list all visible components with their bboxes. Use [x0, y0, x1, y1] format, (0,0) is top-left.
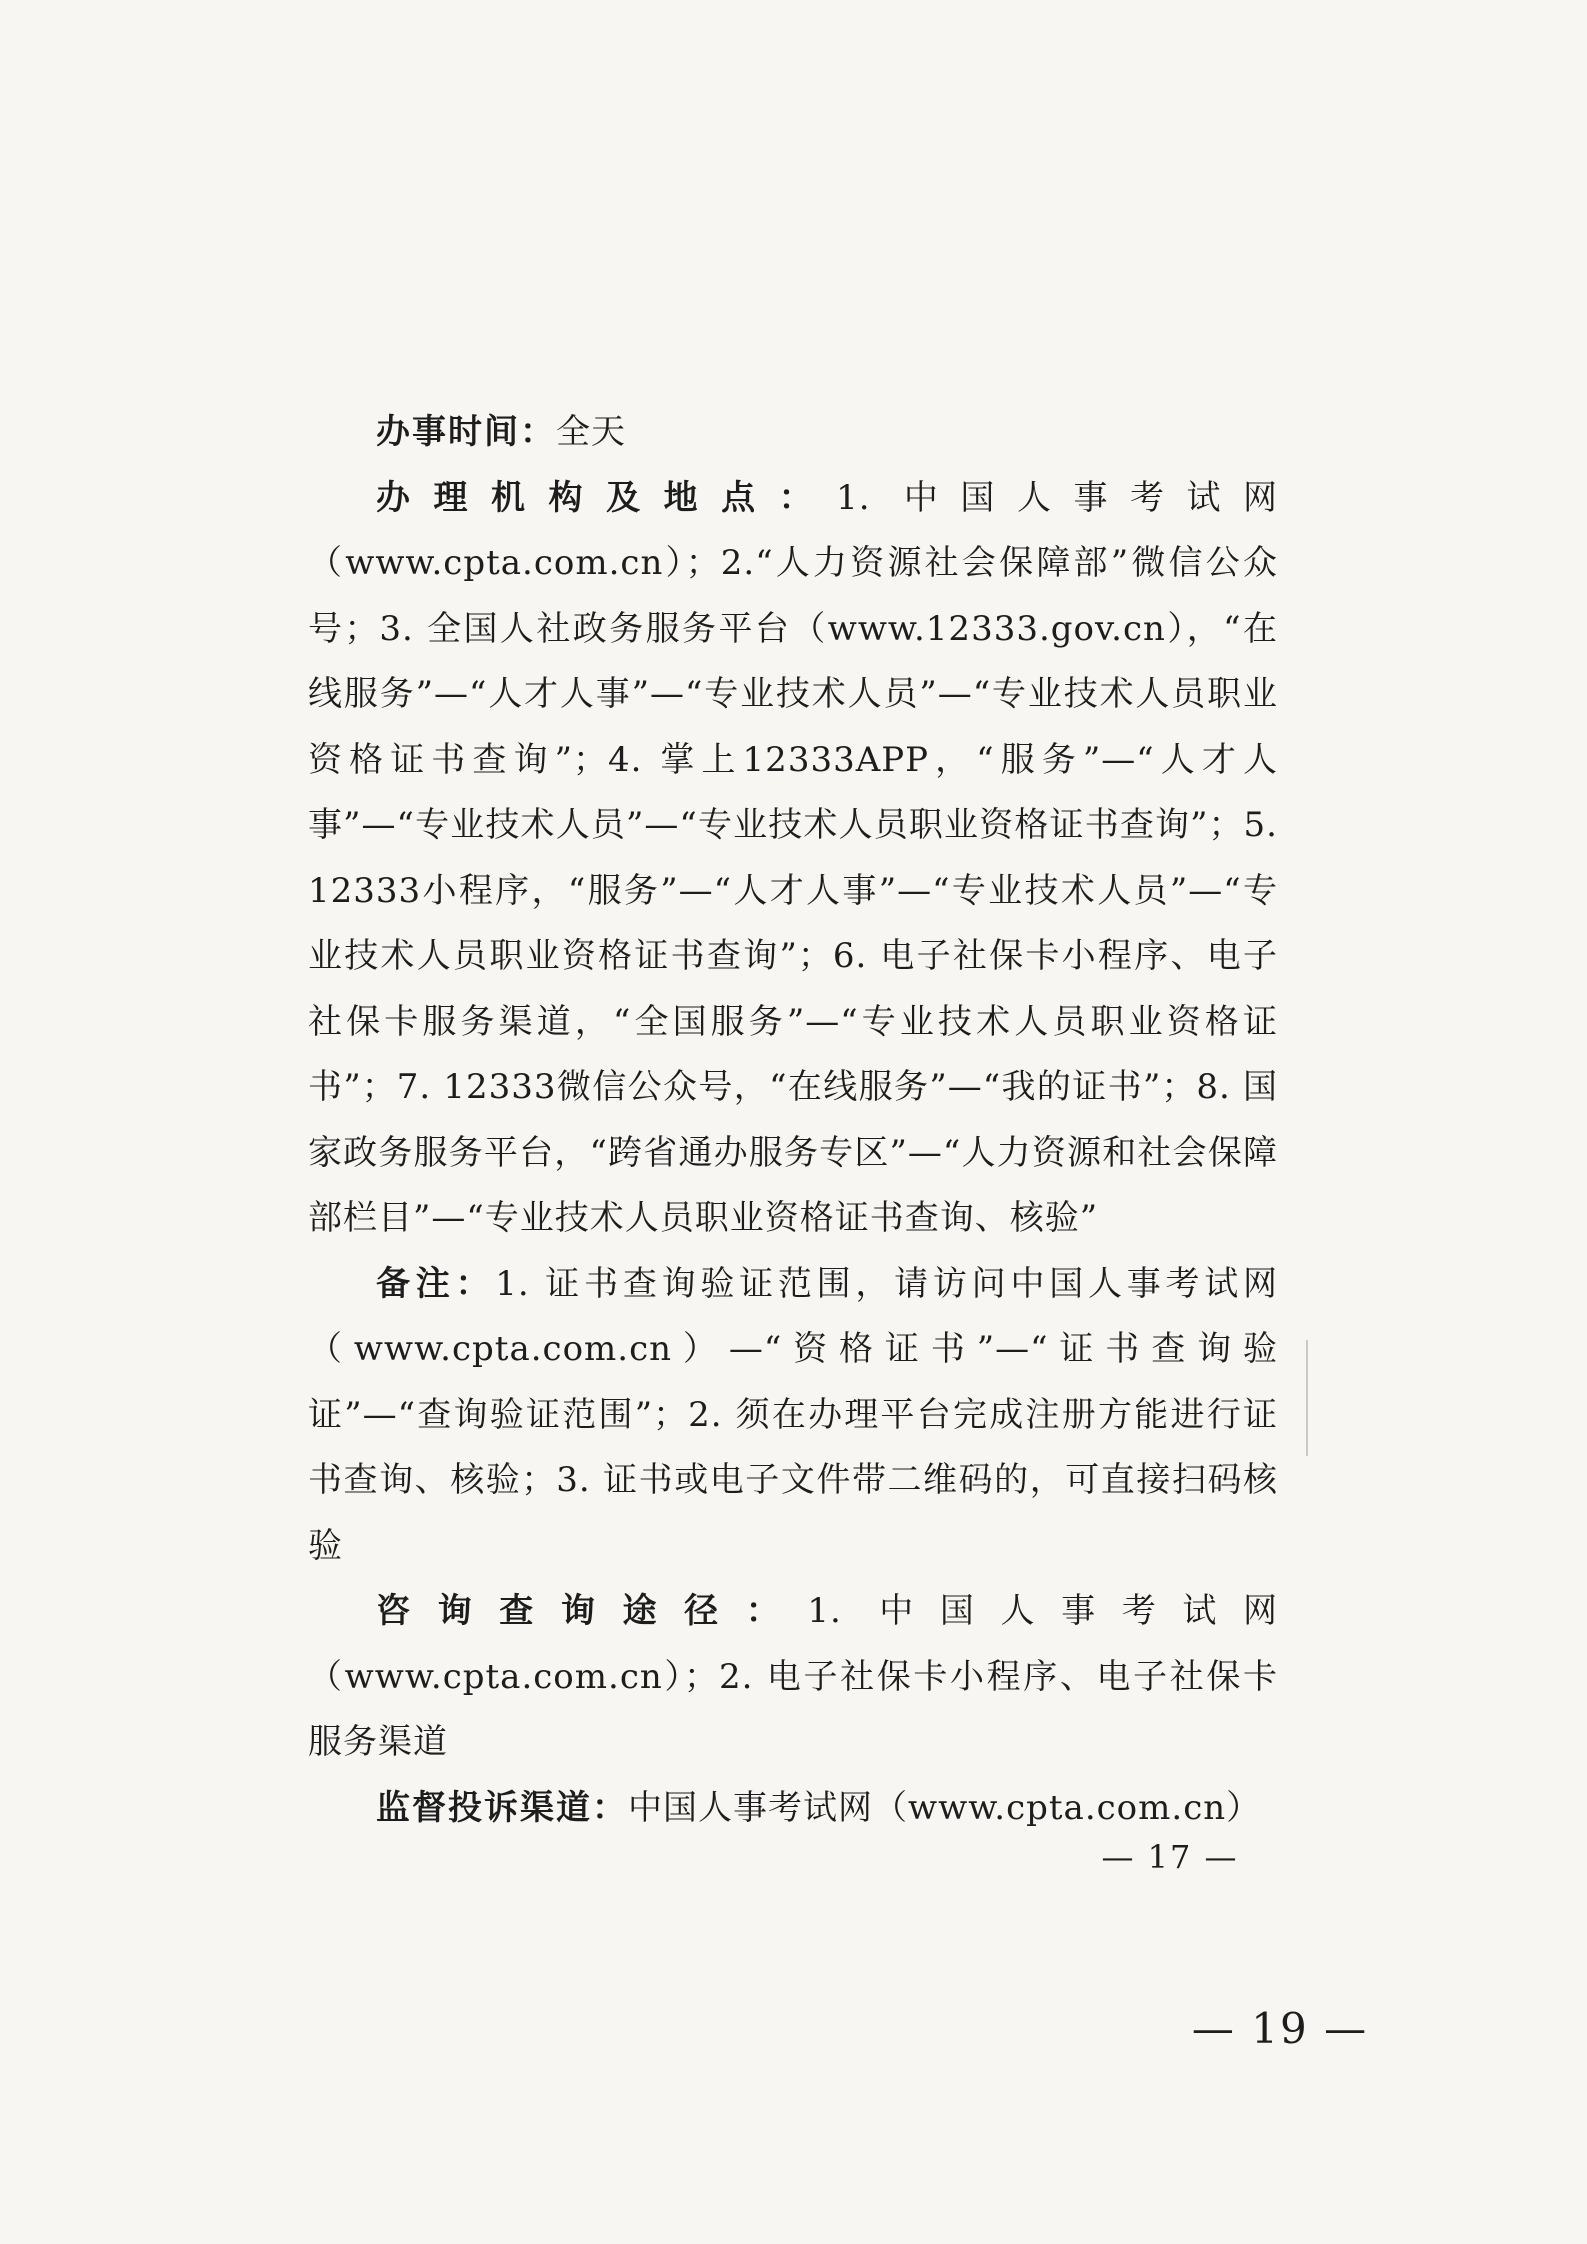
text-remarks: 1. 证书查询验证范围，请访问中国人事考试网（www.cpta.com.cn）—“资格证书”—“证书查询验证”—“查询验证范围”；2. 须在办理平台完成注册方能进行证书查询、核验；3. 证书或电子文件带二维码的，可直接扫码核验	[308, 1263, 1279, 1566]
paragraph-agency-location	[308, 466, 1278, 1252]
label-agency-location: 办理机构及地点：	[376, 477, 837, 518]
document-body	[308, 400, 1278, 1841]
paragraph-inquiry-channels	[308, 1579, 1278, 1776]
text-complaint-channels: 中国人事考试网（www.cpta.com.cn）	[628, 1787, 1262, 1828]
page-number-outer: — 19 —	[1191, 2004, 1369, 2053]
scan-artifact-line	[1306, 1340, 1308, 1456]
label-remarks: 备注：	[376, 1263, 496, 1304]
text-inquiry-channels: 1. 中国人事考试网（www.cpta.com.cn）；2. 电子社保卡小程序、电子社保卡服务渠道	[308, 1591, 1278, 1762]
paragraph-complaint-channels	[308, 1776, 1278, 1842]
label-office-hours: 办事时间：	[376, 412, 556, 452]
label-complaint-channels: 监督投诉渠道：	[376, 1787, 628, 1828]
page-number-inner: — 17 —	[1101, 1838, 1239, 1876]
paragraph-office-hours	[308, 400, 1278, 466]
paragraph-remarks	[308, 1252, 1278, 1580]
label-inquiry-channels: 咨询查询途径：	[376, 1591, 808, 1631]
text-office-hours: 全天	[556, 412, 626, 452]
text-agency-location: 1. 中国人事考试网（www.cpta.com.cn）；2.“人力资源社会保障部”微信公众号；3. 全国人社政务服务平台（www.12333.gov.cn），“在线服务”—“人才人事”—“专业技术人员”—“专业技术人员职业资格证书查询”；4. 掌上12333APP，“服务”—“人才人事”—“专业技术人员”—“专业技术人员职业资格证书查询”；5. 12333小程序，“服务”—“人才人事”—“专业技术人员”—“专业技术人员职业资格证书查询”；6. 电子社保卡小程序、电子社保卡服务渠道，“全国服务”—“专业技术人员职业资格证书”；7. 12333微信公众号，“在线服务”—“我的证书”；8. 国家政务服务平台，“跨省通办服务专区”—“人力资源和社会保障部栏目”—“专业技术人员职业资格证书查询、核验”	[308, 477, 1279, 1238]
